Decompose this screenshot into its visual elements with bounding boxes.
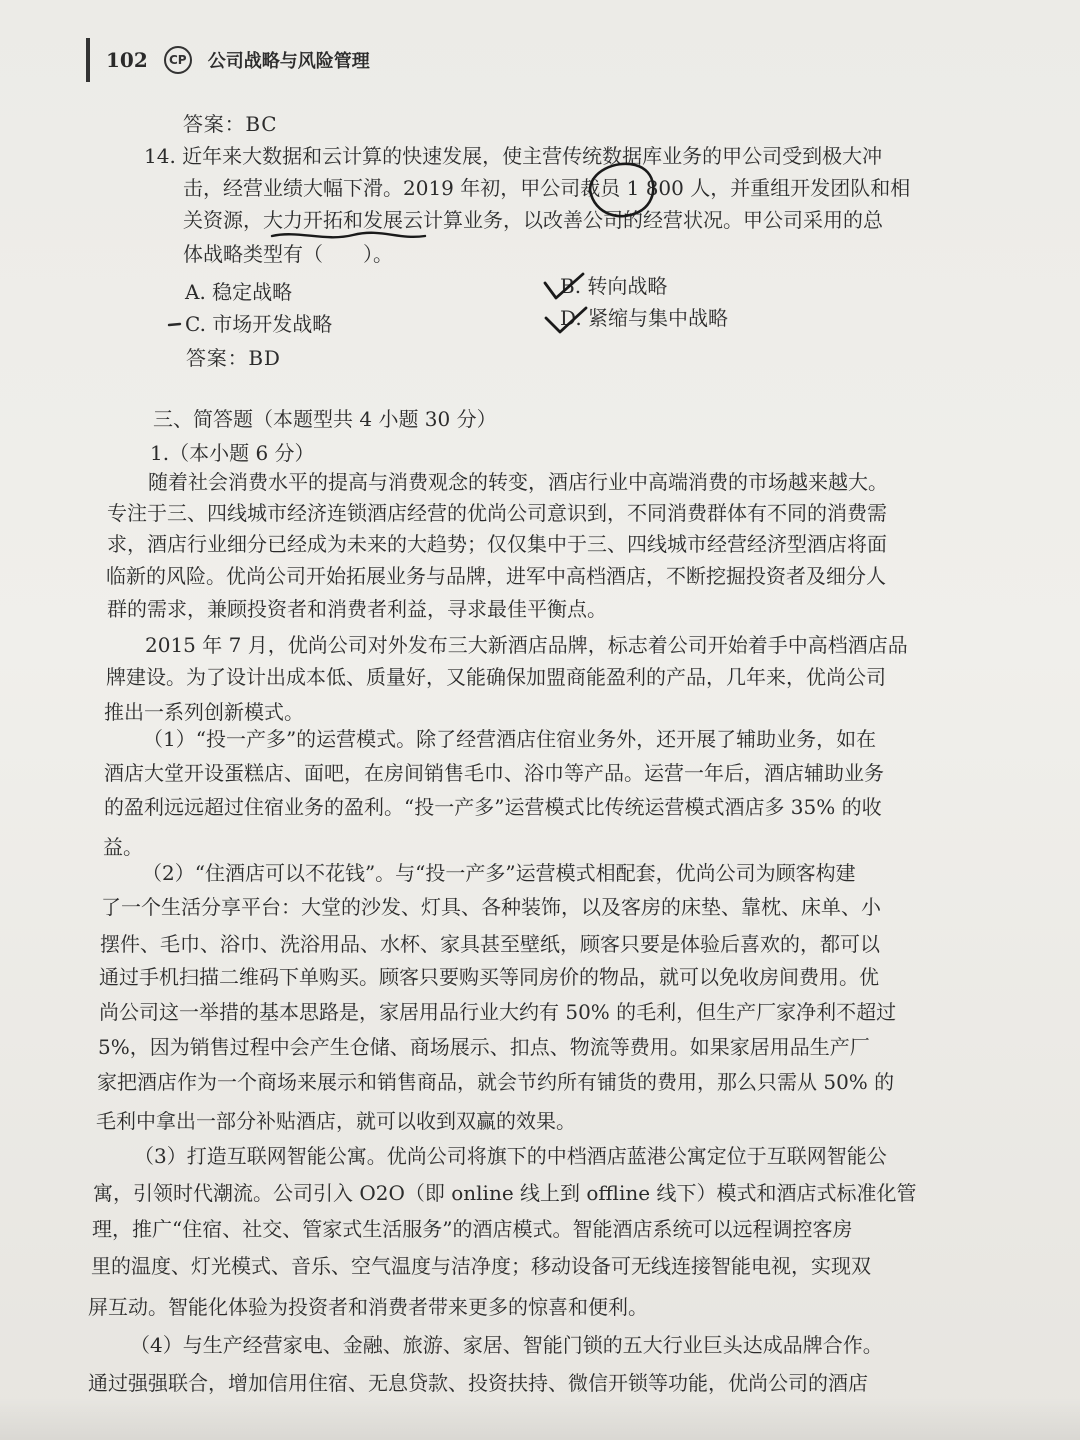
body-line-14: 了一个生活分享平台：大堂的沙发、灯具、各种装饰，以及客房的床垫、靠枕、床单、小 xyxy=(101,895,881,919)
body-line-11: 的盈利远远超过住宿业务的盈利。“投一产多”运营模式比传统运营模式酒店多 35% 的收 xyxy=(104,795,882,819)
question-stem-line-4: 体战略类型有（ ）。 xyxy=(183,242,393,266)
question-answer: 答案：BD xyxy=(186,346,281,370)
body-line-25: 屏互动。智能化体验为投资者和消费者带来更多的惊喜和便利。 xyxy=(88,1295,648,1319)
subquestion-title: 1.（本小题 6 分） xyxy=(150,441,315,465)
question-stem-line-1: 14. 近年来大数据和云计算的快速发展，使主营传统数据库业务的甲公司受到极大冲 xyxy=(144,144,883,168)
body-line-8: 推出一系列创新模式。 xyxy=(104,700,304,724)
section-title: 三、简答题（本题型共 4 小题 30 分） xyxy=(153,407,497,431)
body-line-3: 求，酒店行业细分已经成为未来的大趋势；仅仅集中于三、四线城市经营经济型酒店将面 xyxy=(107,532,887,556)
body-line-17: 尚公司这一举措的基本思路是，家居用品行业大约有 50% 的毛利，但生产厂家净利不超过 xyxy=(99,1000,897,1024)
question-stem-line-3: 关资源，大力开拓和发展云计算业务，以改善公司的经营状况。甲公司采用的总 xyxy=(183,208,883,232)
header-rule xyxy=(86,38,90,82)
body-line-7: 牌建设。为了设计出成本低、质量好，又能确保加盟商能盈利的产品，几年来，优尚公司 xyxy=(106,665,886,689)
body-line-16: 通过手机扫描二维码下单购买。顾客只要购买等同房价的物品，就可以免收房间费用。优 xyxy=(99,965,879,989)
body-line-27: 通过强强联合，增加信用住宿、无息贷款、投资扶持、微信开锁等功能，优尚公司的酒店 xyxy=(88,1371,868,1395)
page-header xyxy=(86,34,370,86)
body-line-21: （3）打造互联网智能公寓。优尚公司将旗下的中档酒店蓝港公寓定位于互联网智能公 xyxy=(134,1144,887,1168)
body-line-23: 理，推广“住宿、社交、管家式生活服务”的酒店模式。智能酒店系统可以远程调控客房 xyxy=(92,1217,853,1241)
body-line-22: 寓，引领时代潮流。公司引入 O2O（即 online 线上到 offline 线下）模式和酒店式标准化管 xyxy=(93,1181,917,1205)
question-stem-line-2: 击，经营业绩大幅下滑。2019 年初，甲公司裁员 1 800 人，并重组开发团队和相 xyxy=(183,176,911,200)
page-number: 102 xyxy=(106,48,148,72)
body-line-24: 里的温度、灯光模式、音乐、空气温度与洁净度；移动设备可无线连接智能电视，实现双 xyxy=(91,1254,871,1278)
option-b: B. 转向战略 xyxy=(560,274,668,298)
option-c: C. 市场开发战略 xyxy=(185,312,333,336)
body-line-19: 家把酒店作为一个商场来展示和销售商品，就会节约所有铺货的费用，那么只需从 50% 的 xyxy=(97,1070,895,1094)
body-line-1: 随着社会消费水平的提高与消费观念的转变，酒店行业中高端消费的市场越来越大。 xyxy=(148,470,888,494)
body-line-4: 临新的风险。优尚公司开始拓展业务与品牌，进军中高档酒店，不断挖掘投资者及细分人 xyxy=(106,564,886,588)
body-line-9: （1）“投一产多”的运营模式。除了经营酒店住宿业务外，还开展了辅助业务，如在 xyxy=(143,727,877,751)
page-shadow xyxy=(0,1398,1080,1440)
body-line-20: 毛利中拿出一部分补贴酒店，就可以收到双赢的效果。 xyxy=(96,1109,576,1133)
option-a: A. 稳定战略 xyxy=(185,280,293,304)
body-line-15: 摆件、毛巾、浴巾、洗浴用品、水杯、家具甚至壁纸，顾客只要是体验后喜欢的，都可以 xyxy=(100,932,880,956)
body-line-13: （2）“住酒店可以不花钱”。与“投一产多”运营模式相配套，优尚公司为顾客构建 xyxy=(142,861,856,885)
body-line-5: 群的需求，兼顾投资者和消费者利益，寻求最佳平衡点。 xyxy=(107,597,607,621)
body-line-2: 专注于三、四线城市经济连锁酒店经营的优尚公司意识到，不同消费群体有不同的消费需 xyxy=(107,501,887,525)
book-logo-icon: CP xyxy=(164,46,192,74)
option-d: D. 紧缩与集中战略 xyxy=(560,306,729,330)
book-title: 公司战略与风险管理 xyxy=(207,51,370,72)
body-line-6: 2015 年 7 月，优尚公司对外发布三大新酒店品牌，标志着公司开始着手中高档酒店品 xyxy=(145,633,908,657)
body-line-18: 5%，因为销售过程中会产生仓储、商场展示、扣点、物流等费用。如果家居用品生产厂 xyxy=(98,1035,870,1059)
body-line-10: 酒店大堂开设蛋糕店、面吧，在房间销售毛巾、浴巾等产品。运营一年后，酒店辅助业务 xyxy=(104,761,884,785)
body-line-12: 益。 xyxy=(103,835,143,859)
previous-answer: 答案：BC xyxy=(183,112,278,136)
body-line-26: （4）与生产经营家电、金融、旅游、家居、智能门锁的五大行业巨头达成品牌合作。 xyxy=(130,1333,883,1357)
